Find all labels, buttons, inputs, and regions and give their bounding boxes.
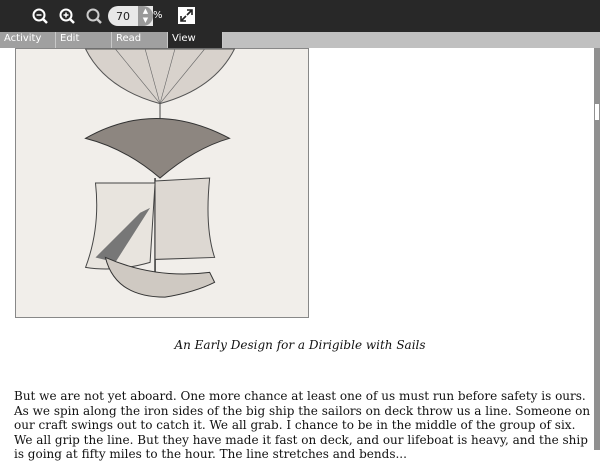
tab-bar	[0, 32, 600, 48]
body-paragraph: But we are not yet aboard. One more chance at least one of us must run before safety is ours. As we spin along the iron sides of the big ship the sailors on deck throw us a line. Someone on our craft swings out to catch it. We all grab. I chance to be in the middle of the group of six. We all grip the line. But they have made it fast on deck, and our lifeboat is heavy, and the ship is going at fifty miles to the hour. The line stretches and bends...	[14, 389, 591, 461]
tab-read[interactable]: Read	[112, 32, 168, 48]
fullscreen-icon[interactable]	[178, 7, 195, 24]
zoom-percent-label: %	[153, 10, 163, 21]
zoom-original-icon[interactable]	[85, 7, 103, 25]
tab-edit[interactable]: Edit	[56, 32, 112, 48]
zoom-input[interactable]: 70	[108, 6, 153, 26]
scrollbar-thumb[interactable]	[595, 104, 599, 120]
tab-activity[interactable]: Activity	[0, 32, 56, 48]
zoom-out-icon[interactable]	[31, 7, 49, 25]
toolbar	[0, 0, 600, 32]
dirigible-illustration	[15, 48, 309, 318]
zoom-in-icon[interactable]	[58, 7, 76, 25]
document-view	[0, 48, 594, 461]
zoom-spinner[interactable]: ▲ ▼	[138, 6, 153, 26]
figure-caption: An Early Design for a Dirigible with Sails	[174, 338, 426, 352]
tab-view[interactable]: View	[168, 32, 223, 48]
